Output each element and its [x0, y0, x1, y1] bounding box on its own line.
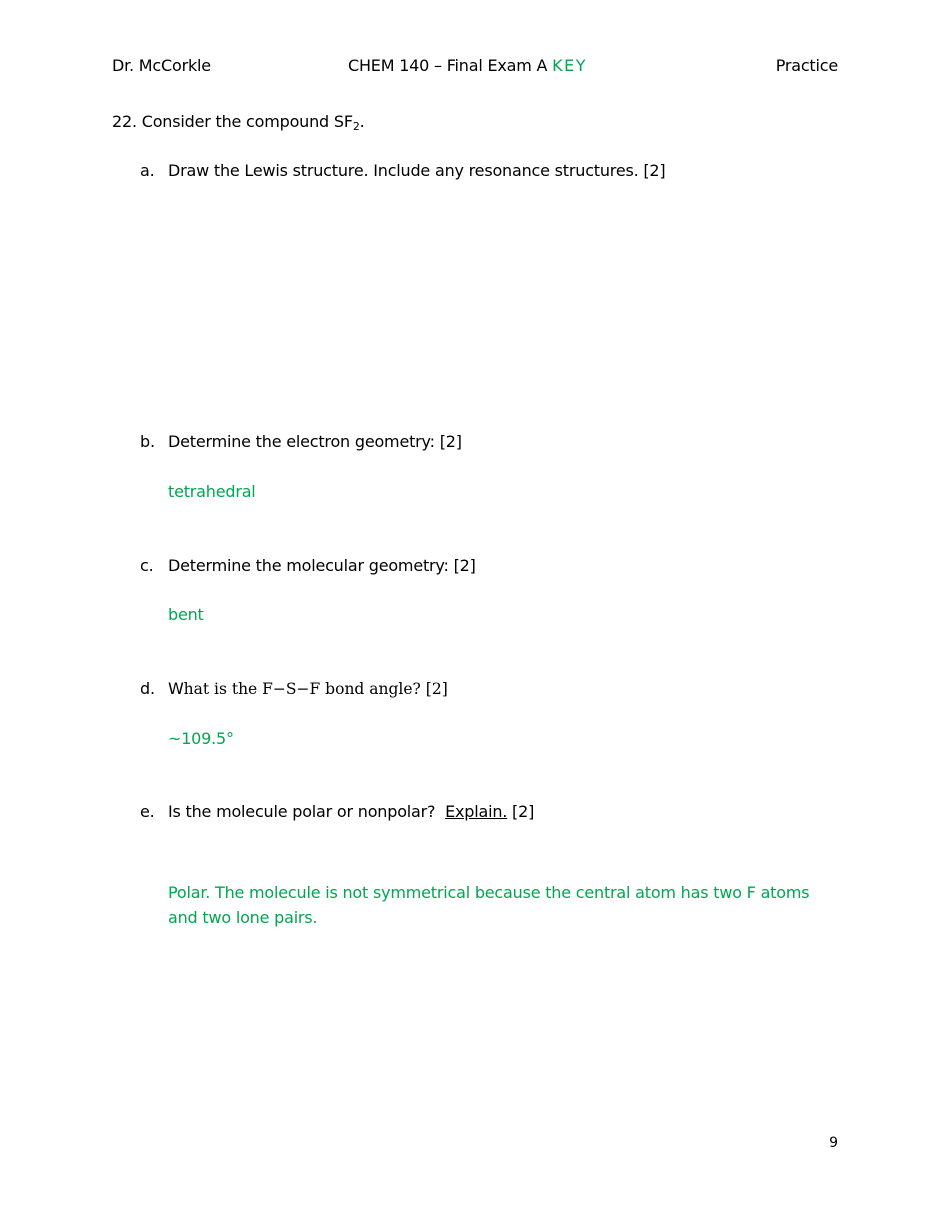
prompt-suffix: .	[359, 112, 365, 131]
part-d-letter: d.	[140, 679, 155, 698]
course-title-text: CHEM 140 – Final Exam A	[348, 56, 548, 75]
part-e-explain: Explain.	[445, 802, 508, 821]
page-number: 9	[829, 1135, 838, 1151]
part-e-text	[168, 802, 534, 821]
part-d-text-prefix: W	[168, 679, 184, 698]
part-a-letter: a.	[140, 161, 155, 180]
question-prompt-text: Consider the compound SF	[141, 112, 353, 131]
part-c-letter: c.	[140, 556, 154, 575]
part-e-answer-line2: and two lone pairs.	[168, 908, 318, 927]
part-b-answer: tetrahedral	[168, 482, 256, 501]
question-prompt	[112, 112, 365, 131]
header-author: Dr. McCorkle	[112, 56, 211, 75]
header-practice-label: Practice	[775, 56, 838, 75]
lewis-structure-area	[168, 195, 838, 415]
part-d-text-main: hat is the F−S−F bond angle? [2]	[183, 680, 448, 698]
part-e-points: [2]	[512, 802, 535, 821]
part-e-text-main: Is the molecule polar or nonpolar?	[168, 802, 436, 821]
part-d-text	[168, 679, 448, 698]
question-number: 22.	[112, 112, 137, 131]
part-e-letter: e.	[140, 802, 155, 821]
part-c-answer: bent	[168, 605, 204, 624]
header-course-title	[348, 56, 587, 75]
part-b-letter: b.	[140, 432, 155, 451]
part-a-text: Draw the Lewis structure. Include any resonance structures. [2]	[168, 161, 666, 180]
subscript-2: 2	[352, 120, 360, 133]
part-e-answer-line1: Polar. The molecule is not symmetrical because the central atom has two F atoms	[168, 883, 810, 902]
part-d-answer: ~109.5°	[168, 729, 234, 748]
key-label: KEY	[552, 56, 588, 75]
part-c-text: Determine the molecular geometry: [2]	[168, 556, 476, 575]
part-b-text: Determine the electron geometry: [2]	[168, 432, 462, 451]
